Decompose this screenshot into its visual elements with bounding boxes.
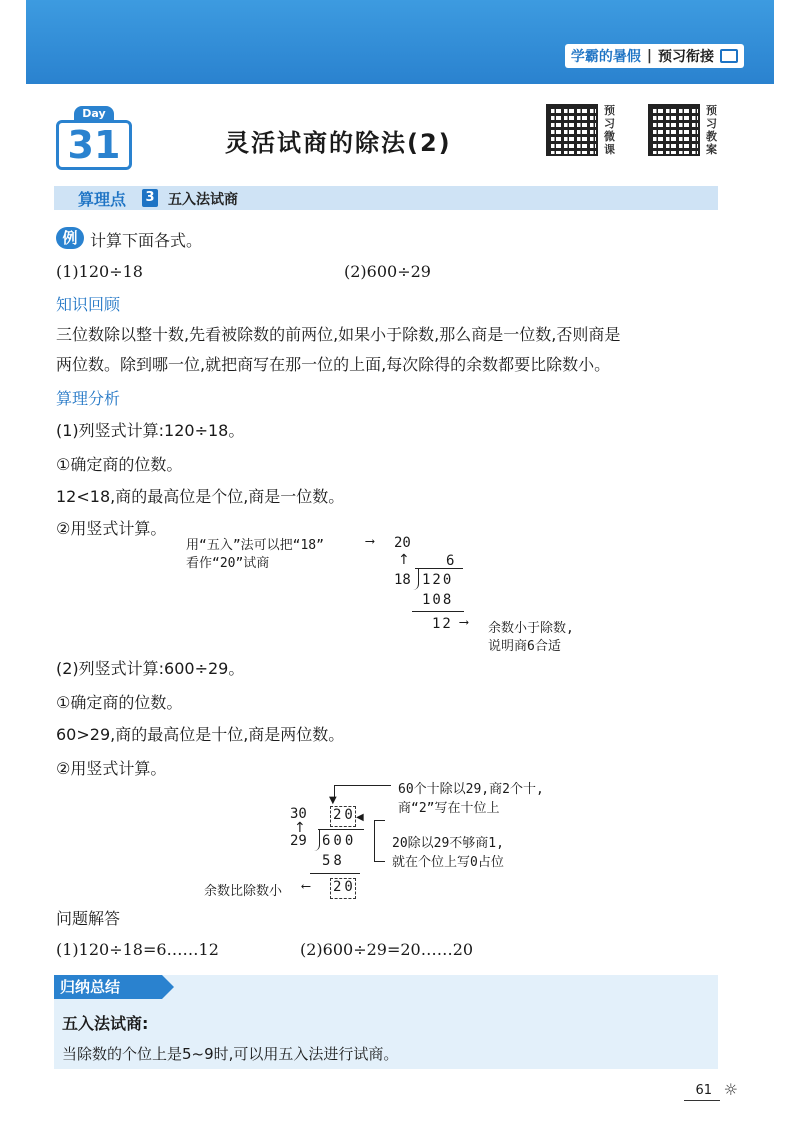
- five-round-note-line2: 看作“20”试商: [186, 556, 270, 571]
- qr-caption: 预习教案: [706, 104, 717, 156]
- arrow-down-icon: ▼: [329, 795, 337, 806]
- series-separator: |: [646, 48, 652, 64]
- answer-2: (2)600÷29=20……20: [300, 940, 474, 959]
- example-badge: 例: [56, 227, 84, 249]
- section-label: 算理点: [78, 190, 127, 209]
- remainder-note-line2: 说明商6合适: [488, 639, 561, 654]
- part1-step1: ①确定商的位数。: [56, 455, 183, 474]
- series-label: [565, 44, 744, 68]
- page-title: 灵活试商的除法(2): [225, 129, 452, 157]
- book-icon: [720, 49, 738, 63]
- remainder-note-line1: 余数小于除数,: [488, 621, 574, 636]
- review-line-1: 三位数除以整十数,先看被除数的前两位,如果小于除数,那么商是一位数,否则商是: [56, 325, 621, 344]
- section-number: 3: [142, 189, 158, 207]
- day-label: Day: [74, 106, 114, 122]
- arrow-left-icon: ⟵: [302, 879, 310, 894]
- qr-code-icon[interactable]: [546, 104, 598, 156]
- remainder-1: 12: [432, 616, 453, 632]
- arrow-left-icon: ◀: [356, 812, 364, 823]
- quotient-2: 20: [333, 807, 356, 823]
- arrow-right-icon: ⟶: [460, 615, 468, 630]
- answer-heading: 问题解答: [56, 909, 121, 928]
- series-name: 学霸的暑假: [570, 49, 641, 65]
- arrow-right-icon: ⟶: [366, 534, 374, 549]
- quotient-1: 6: [446, 553, 455, 569]
- part1-step2: ②用竖式计算。: [56, 519, 167, 538]
- section-topic: 五入法试商: [168, 192, 238, 208]
- question-2: (2)600÷29: [344, 262, 431, 281]
- arrow-up-icon: ↑: [398, 552, 410, 568]
- part2-step1: ①确定商的位数。: [56, 693, 183, 712]
- subtraction-line-1: [412, 611, 464, 612]
- five-round-note-line1: 用“五入”法可以把“18”: [186, 538, 324, 553]
- quotient-note-line1: 60个十除以29,商2个十,: [398, 782, 544, 797]
- remainder-compare-note: 余数比除数小: [204, 884, 283, 899]
- summary-body: 当除数的个位上是5~9时,可以用五入法进行试商。: [62, 1045, 399, 1063]
- quotient-note-line2: 商“2”写在十位上: [398, 801, 500, 816]
- placeholder-pointer-bracket: [374, 820, 385, 862]
- review-line-2: 两位数。除到哪一位,就把商写在那一位的上面,每次除得的余数都要比除数小。: [56, 355, 611, 374]
- divisor-1: 18: [394, 572, 411, 588]
- remainder-2: 20: [333, 879, 356, 895]
- page-number-rule: [684, 1100, 720, 1101]
- divisor-2: 29: [290, 833, 307, 849]
- qr-code-icon[interactable]: [648, 104, 700, 156]
- approx-divisor-1: 20: [394, 535, 411, 551]
- section-bar: [54, 186, 718, 210]
- example-prompt: 计算下面各式。: [90, 231, 203, 250]
- answer-1: (1)120÷18=6……12: [56, 940, 219, 959]
- division-bar-1: [415, 568, 463, 569]
- placeholder-note-line1: 20除以29不够商1,: [392, 836, 504, 851]
- header-band: [26, 0, 774, 84]
- arrow-up-icon: ↑: [294, 820, 306, 836]
- summary-tag: 归纳总结: [54, 975, 162, 999]
- sun-icon: ☼: [723, 1080, 738, 1099]
- analysis-heading: 算理分析: [56, 389, 121, 408]
- part1-compare: 12<18,商的最高位是个位,商是一位数。: [56, 487, 345, 506]
- part2-title: (2)列竖式计算:600÷29。: [56, 659, 245, 678]
- dividend-1: 120: [422, 572, 454, 588]
- part2-step2: ②用竖式计算。: [56, 759, 167, 778]
- subtraction-line-2: [310, 873, 360, 874]
- product-2: 58: [322, 853, 345, 869]
- page-number: 61: [695, 1083, 712, 1098]
- review-heading: 知识回顾: [56, 295, 121, 314]
- quotient-pointer-line: [334, 785, 391, 800]
- product-1: 108: [422, 592, 454, 608]
- placeholder-note-line2: 就在个位上写0占位: [392, 855, 504, 870]
- day-badge: [56, 106, 132, 166]
- part1-title: (1)列竖式计算:120÷18。: [56, 421, 245, 440]
- division-bracket-2: [313, 829, 320, 851]
- approx-divisor-2: 30: [290, 806, 307, 822]
- series-subtitle: 预习衔接: [658, 49, 714, 65]
- part2-compare: 60>29,商的最高位是十位,商是两位数。: [56, 725, 345, 744]
- qr-caption: 预习微课: [604, 104, 615, 156]
- division-bar-2: [318, 829, 364, 830]
- division-bracket-1: [412, 568, 419, 590]
- summary-heading: 五入法试商:: [62, 1014, 149, 1033]
- day-number: 31: [56, 120, 132, 170]
- dividend-2: 600: [322, 833, 357, 849]
- question-1: (1)120÷18: [56, 262, 143, 281]
